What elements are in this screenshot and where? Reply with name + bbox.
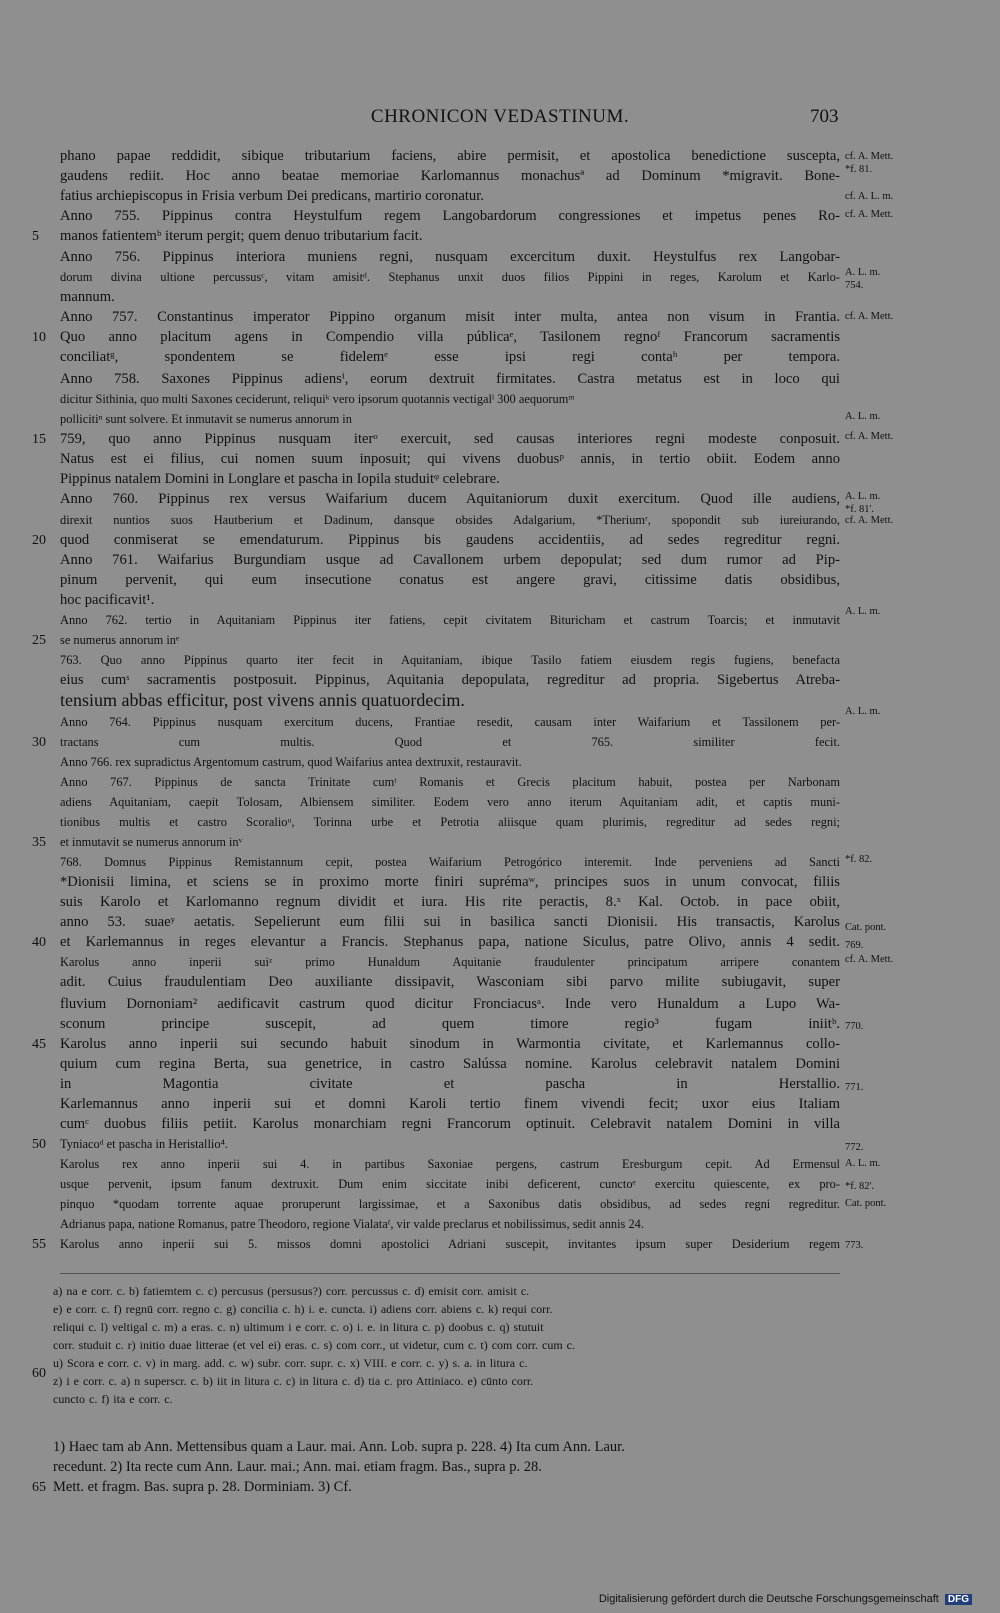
text-line: et Karlemannus in reges elevantur a Francis. Stephanus papa, natione Siculus, patre Olivo, annis 4 sedit. [60,934,840,950]
margin-note: cf. A. Mett. [845,954,894,965]
margin-note: A. L. m. [845,411,881,422]
text-line: Karlemannus anno inperii sui et domni Karoli tertio finem vivendi fecit; uxor eius Italiam [60,1096,840,1112]
page-number: 703 [810,106,839,127]
margin-note: *f. 82. [845,854,873,865]
line-number: 65 [32,1480,46,1495]
text-line: dicitur Sithinia, quo multi Saxones ceciderunt, reliquiᵏ vero ipsorum quotannis vectigalˡ 300 aequorumᵐ [60,392,575,406]
line-number: 55 [32,1237,46,1252]
line-number: 30 [32,735,46,750]
margin-note: cf. A. Mett. [845,151,894,162]
text-line: adit. Cuius fraudulentiam Deo auxiliante dissipavit, Wasconiam sibi parvo milite subiugavit, super [60,974,840,990]
text-line: et inmutavit se numerus annorum inᵛ [60,835,243,849]
margin-note: cf. A. L. m. [845,191,894,202]
text-line: adiens Aquitaniam, caepit Tolosam, Albiensem similiter. Eodem vero anno iterum Aquitaniam adit, et captis muni- [60,795,840,809]
text-line: pinum pervenit, qui eum insecutione conatus est angere gravi, citissime datis obsidibus, [60,572,840,588]
text-line: anno 53. suaeʸ aetatis. Sepelierunt eum filii sui in basilica sancti Dionisii. His transactis, Karolus [60,914,840,930]
margin-note: cf. A. Mett. [845,515,894,526]
margin-note: cf. A. Mett. [845,431,894,442]
margin-note: 772. [845,1142,864,1153]
text-line: usque pervenit, ipsum fanum dextruxit. Dum enim siccitate inibi deficerent, cunctoᵉ exercitu quiescente, ex pro- [60,1177,840,1191]
apparatus-line: e) e corr. c. f) regnū corr. regno c. g) concilia c. h) i. e. cuncta. i) adiens corr. abiens c. k) requi corr. [53,1302,553,1316]
margin-note: 773. [845,1240,864,1251]
margin-note: cf. A. Mett. [845,311,894,322]
line-number: 25 [32,633,46,648]
text-line: Anno 756. Pippinus interiora muniens regni, nusquam excercitum duxit. Heystulfus rex Langobar- [60,249,840,265]
text-line: quium cum regina Berta, sua genetrice, in castro Salússa nomine. Karolus celebravit natalem Domini [60,1056,840,1072]
text-line: tionibus multis et castro Scoralioᵘ, Torinna urbe et Petrotia aliisque quam plurimis, regreditur ad sedes regni; [60,815,840,829]
text-line: 768. Domnus Pippinus Remistannum cepit, postea Waifarium Petrogórico interemit. Inde perveniens ad Sancti [60,855,840,869]
margin-note: A. L. m. [845,1158,881,1169]
text-line: 759, quo anno Pippinus nusquam iterᵒ exercuit, sed causas interiores regni modeste conposuit. [60,431,840,447]
line-number: 5 [32,229,39,244]
text-line: Anno 755. Pippinus contra Heystulfum regem Langobardorum congressiones et impetus penes Ro- [60,208,840,224]
footnote-line: 1) Haec tam ab Ann. Mettensibus quam a Laur. mai. Ann. Lob. supra p. 228. 4) Ita cum Ann. Laur. [53,1439,625,1455]
text-line: in Magontia civitate et pascha in Herstallio. [60,1076,840,1092]
line-number: 20 [32,533,46,548]
apparatus-line: reliqui c. l) veltigal c. m) a eras. c. n) ultimum i e corr. c. o) i. e. in litura c. p) doobus c. q) stutuit [53,1320,544,1334]
margin-note: *f. 82'. [845,1181,875,1192]
text-line: phano papae reddidit, sibique tributarium faciens, abire permisit, et apostolica benedictione suscepta, [60,148,840,164]
apparatus-line: z) i e corr. c. a) n superscr. c. b) iit in litura c. c) in litura c. d) tia c. pro Attiniaco. e) cūnto corr. [53,1374,534,1388]
text-line: Anno 762. tertio in Aquitaniam Pippinus iter fatiens, cepit civitatem Bituricham et castrum Toarcis; et inmutavit [60,613,840,627]
line-number: 50 [32,1137,46,1152]
line-number: 10 [32,330,46,345]
text-line: dorum divina ultione percussusᶜ, vitam amisitᵈ. Stephanus unxit duos filios Pippini in reges, Karolum et Karlo- [60,270,840,284]
line-number: 15 [32,432,46,447]
text-line: cumᶜ duobus filiis petiit. Karolus monarchiam regni Francorum optinuit. Celebravit natalem Domini in villa [60,1116,840,1132]
text-line: Karolus anno inperii sui 5. missos domni apostolici Adriani suscepit, invitantes ipsum super Desiderium regem [60,1237,840,1251]
text-line: mannum. [60,289,115,305]
margin-note: Cat. pont. [845,922,887,933]
footnote-line: recedunt. 2) Ita recte cum Ann. Laur. mai.; Ann. mai. etiam fragm. Bas., supra p. 28. [53,1459,542,1475]
margin-note: A. L. m. [845,706,881,717]
text-line: 763. Quo anno Pippinus quarto iter fecit in Aquitaniam, ibique Tasilo fatiem eiusdem regis fugiens, benefacta [60,653,840,667]
margin-note: A. L. m. [845,491,881,502]
text-line: Adrianus papa, natione Romanus, patre Theodoro, regione Vialataᶠ, vir valde preclarus et nobilissimus, sedit annis 24. [60,1217,644,1231]
margin-note: A. L. m. [845,267,881,278]
dfg-logo: DFG [945,1594,972,1605]
line-number: 60 [32,1366,46,1381]
text-line: tractans cum multis. Quod et 765. similiter fecit. [60,735,840,749]
text-line: quod conmiserat se emendaturum. Pippinus bis gaudens accidentiis, ad sedes regreditur regni. [60,532,840,548]
line-number: 35 [32,835,46,850]
margin-note: cf. A. Mett. [845,209,894,220]
credit-text: Digitalisierung gefördert durch die Deutsche Forschungsgemeinschaft [598,1593,939,1605]
margin-note: 770. [845,1021,864,1032]
text-line: Anno 760. Pippinus rex versus Waifarium ducem Aquitaniorum duxit exercitum. Quod ille audiens, [60,491,840,507]
text-line: suis Karolo et Karlomanno regnum dividit et iura. His rite peractis, 8.ˣ Kal. Octob. in pace obiit, [60,894,840,910]
text-line: eius cumˢ sacramentis postposuit. Pippinus, Aquitania depopulata, regreditur ad propria. Sigebertus Atreba- [60,672,840,688]
text-line: Anno 766. rex supradictus Argentomum castrum, quod Waifarius antea dextruxit, restauravit. [60,755,522,769]
margin-note: *f. 81. [845,164,873,175]
line-number: 45 [32,1037,46,1052]
text-line: Anno 767. Pippinus de sancta Trinitate cumᵗ Romanis et Grecis placitum habuit, postea per Narbonam [60,775,840,789]
footnote-line: Mett. et fragm. Bas. supra p. 28. Dorminiam. 3) Cf. [53,1479,352,1495]
margin-note: 771. [845,1082,864,1093]
text-line: Anno 761. Waifarius Burgundiam usque ad Cavallonem urbem depopulat; sed dum rumor ad Pip- [60,552,840,568]
apparatus-line: a) na e corr. c. b) fatiemtem c. c) percusus (persusus?) corr. percussus c. d) emisit corr. amisit c. [53,1284,530,1298]
margin-note: Cat. pont. [845,1198,887,1209]
text-line: Anno 757. Constantinus imperator Pippino organum misit inter multa, antea non visum in Frantia. [60,309,840,325]
margin-note: 754. [845,280,864,291]
digitization-credit [599,1593,972,1605]
text-line: se numerus annorum inᵉ [60,633,180,647]
text-line: Karolus rex anno inperii sui 4. in partibus Saxoniae pergens, castrum Eresburgum cepit. Ad Ermensul [60,1157,840,1171]
text-line: hoc pacificavit¹. [60,592,155,608]
apparatus-line: u) Scora e corr. c. v) in marg. add. c. w) subr. corr. supr. c. x) VIII. e corr. c. y) s. a. in litura c. [53,1356,528,1370]
text-line: sconum principe suscepit, ad quem timore regio³ fugam iniitᵇ. [60,1016,840,1032]
text-line: fatius archiepiscopus in Frisia verbum Dei predicans, martirio coronatur. [60,188,484,204]
line-number: 40 [32,935,46,950]
margin-note: *f. 81'. [845,504,875,515]
text-line: Pippinus natalem Domini in Longlare et pascha in Iopila studuitᵠ celebrare. [60,471,500,487]
apparatus-line: corr. studuit c. r) initio duae litterae (et vel ei) eras. c. s) com corr., ut videtur, cum c. t) com corr. cum c. [53,1338,576,1352]
running-title: CHRONICON VEDASTINUM. [370,106,630,127]
text-line: tensium abbas efficitur, post vivens annis quatuordecim. [60,691,465,710]
text-line: gaudens rediit. Hoc anno beatae memoriae Karlomannus monachusª ad Dominum *migravit. Bone- [60,168,840,184]
text-line: Karolus anno inperii sui secundo habuit sinodum in Warmontia civitate, et Karlemannus collo- [60,1036,840,1052]
text-line: manos fatientemᵇ iterum pergit; quem denuo tributarium facit. [60,228,423,244]
text-line: Quo anno placitum agens in Compendio villa públicaᵉ, Tasilonem regnoᶠ Francorum sacramentis [60,329,840,345]
text-line: Anno 764. Pippinus nusquam exercitum ducens, Frantiae resedit, causam inter Waifarium et Tassilonem per- [60,715,840,729]
text-line: fluvium Dornoniam² aedificavit castrum quod dicitur Fronciacusᵃ. Inde vero Hunaldum a Lupo Wa- [60,996,840,1012]
margin-note: 769. [845,940,864,951]
text-line: Natus est ei filius, cui nomen suum inposuit; qui vivens duobusᵖ annis, in tertio obiit. Eodem anno [60,451,840,467]
text-line: Anno 758. Saxones Pippinus adiensⁱ, eorum dextruit firmitates. Castra metatus est in loco qui [60,371,840,387]
text-line: direxit nuntios suos Hautberium et Dadinum, dansque obsides Adalgarium, *Theriumʳ, spopondit sub iureiurando, [60,513,840,527]
text-line: conciliatᵍ, spondentem se fidelemᵉ esse ipsi regi contaʰ per tempora. [60,349,840,365]
apparatus-divider [60,1273,840,1274]
text-line: Tyniacoᵈ et pascha in Heristallio⁴. [60,1137,228,1151]
text-line: *Dionisii limina, et sciens se in proximo morte finiri suprémaʷ, principes suos in unum convocat, filiis [60,874,840,890]
text-line: pinquo *quodam torrente aquae proruperunt largissimae, et a Saxonibus datis obsidibus, ad sedes regni regreditur. [60,1197,840,1211]
text-line: Karolus anno inperii suiᶻ primo Hunaldum Aquitanie fraudulenter principatum arripere conantem [60,955,840,969]
text-line: pollicitiⁿ sunt solvere. Et inmutavit se numerus annorum in [60,412,352,426]
margin-note: A. L. m. [845,606,881,617]
apparatus-line: cuncto c. f) ita e corr. c. [53,1392,173,1406]
